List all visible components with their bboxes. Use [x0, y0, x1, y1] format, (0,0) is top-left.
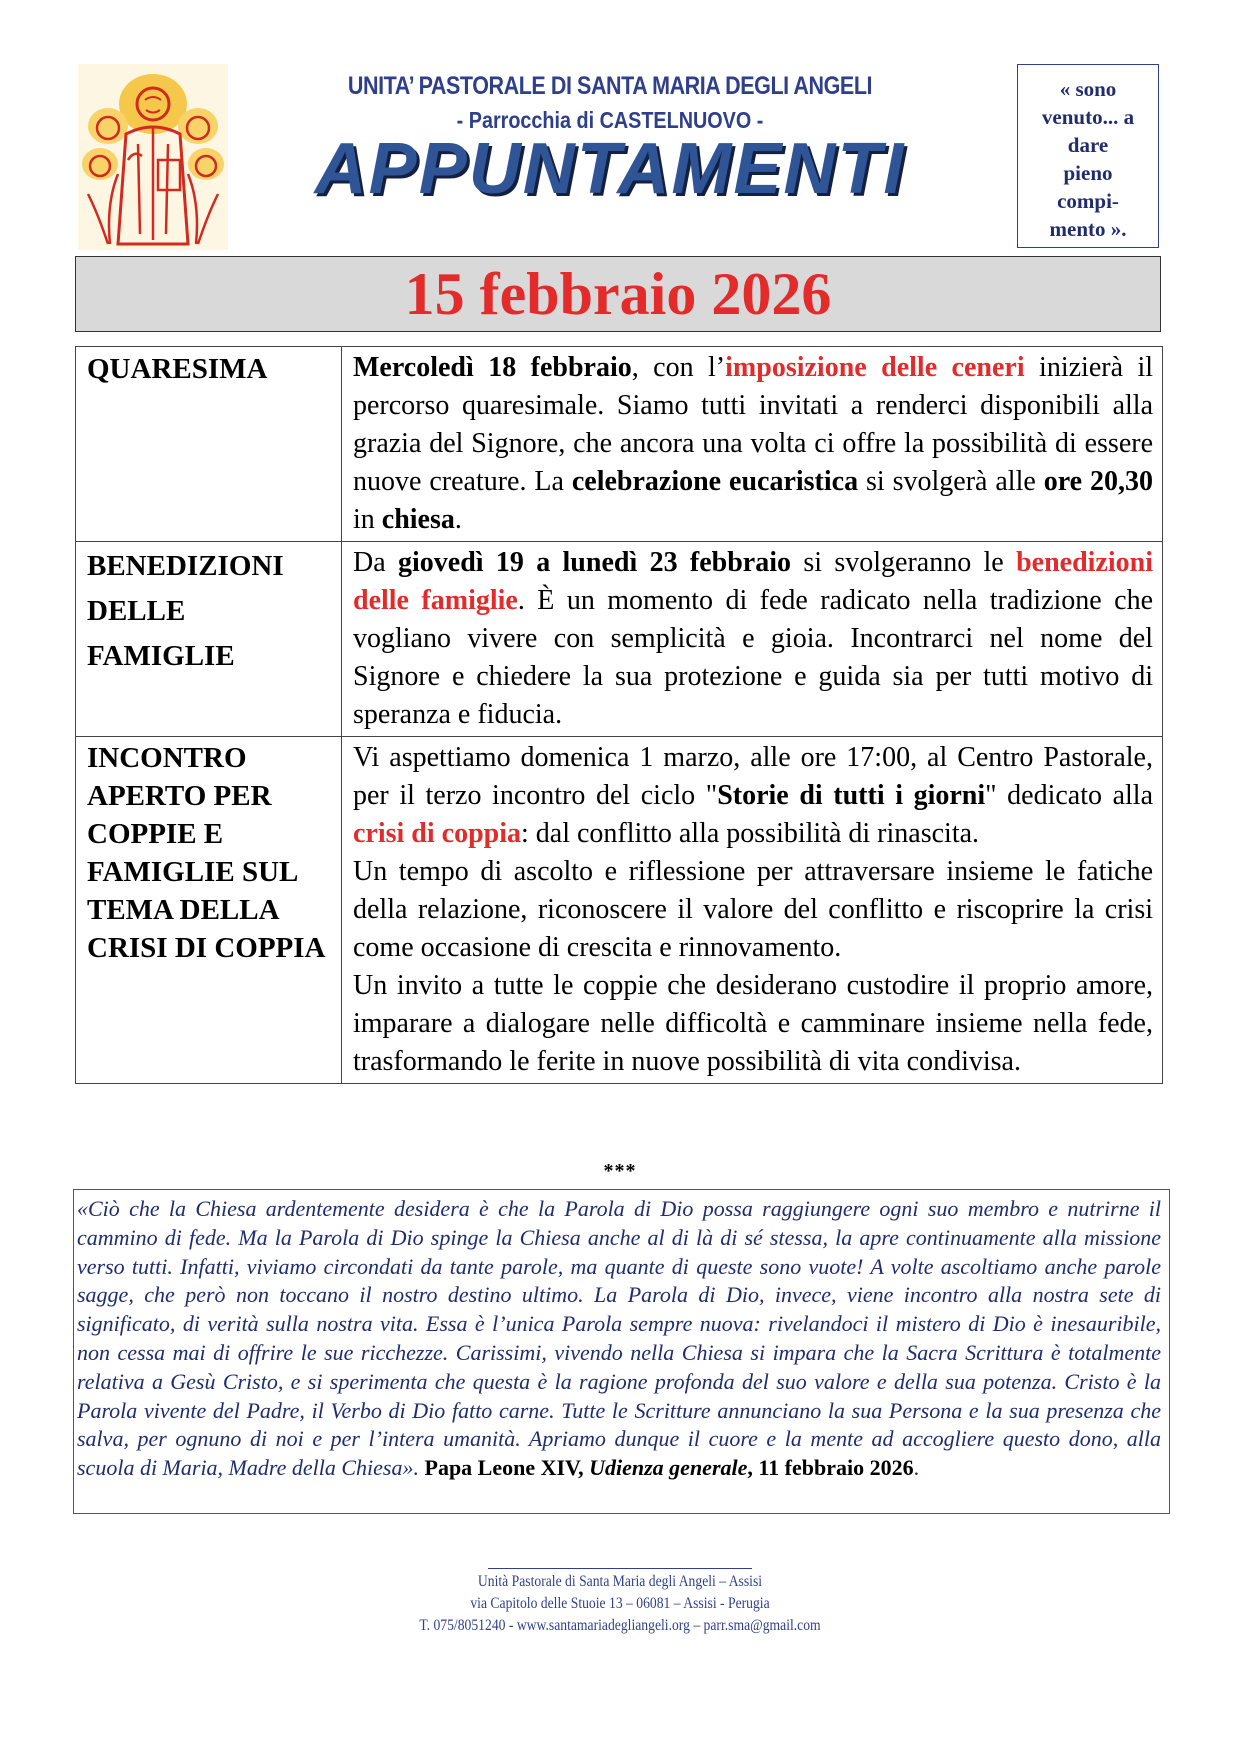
content-fragment: benedizioni delle famiglie	[353, 547, 1153, 616]
footer-line-2: via Capitolo delle Stuoie 13 – 06081 – Assisi - Perugia	[470, 1595, 770, 1612]
christ-with-disciples-icon	[78, 64, 228, 250]
content-fragment: Vi aspettiamo domenica 1 marzo, alle ore 17:00, al Centro Pastorale, per il terzo incontro del ciclo "	[353, 742, 1153, 811]
content-fragment: imposizione delle ceneri	[725, 352, 1025, 383]
content-fragment: .	[454, 504, 462, 535]
content-fragment: ore 20,30	[1043, 466, 1153, 497]
row-content	[342, 542, 1163, 737]
content-fragment: . È un momento di fede radicato nella tradizione che vogliano vivere con semplicità e gioia. Incontrarci nel nome del Signore e chiedere la sua protezione e guida sia per tutti motivo di speranza e fiducia.	[353, 585, 1153, 730]
table-row	[76, 542, 1163, 737]
footer	[370, 1568, 870, 1637]
page-title: APPUNTAMENTI	[314, 129, 906, 209]
events-table	[75, 346, 1163, 1084]
content-fragment: " dedicato alla	[985, 780, 1153, 811]
content-fragment: Da	[353, 547, 398, 578]
header	[250, 72, 970, 210]
quote-attribution	[425, 1455, 914, 1480]
quote-author: Papa Leone XIV,	[424, 1455, 584, 1481]
separator: ***	[603, 1160, 637, 1182]
quote-end: .	[913, 1455, 920, 1481]
content-fragment: in	[353, 504, 382, 535]
quote-text: «Ciò che la Chiesa ardentemente desidera è che la Parola di Dio possa raggiungere ogni suo membro e nutrirne il cammino di fede. Ma la Parola di Dio spinge la Chiesa anche al di là di sé stessa, la apre continuamente alla missione verso tutti. Infatti, viviamo circondati da tante parole, ma quante di queste sono vuote! A volte ascoltiamo anche parole sagge, che però non toccano il nostro destino ultimo. La Parola di Dio, invece, viene incontro alla nostra sete di significato, di verità sulla nostra vita. Essa è l’unica Parola sempre nuova: rivelandoci il mistero di Dio è inesauribile, non cessa mai di offrire le sue ricchezze. Carissimi, vivendo nella Chiesa si impara che la Sacra Scrittura è totalmente relativa a Gesù Cristo, e si sperimenta che questa è la ragione profonda del suo valore e della sua potenza. Cristo è la Parola vivente del Padre, il Verbo di Dio fatto carne. Tutte le Scritture annunciano la sua Persona e la sua presenza che salva, per ognuno di noi e per l’intera umanità. Apriamo dunque il cuore e la mente ad accogliere questo dono, alla scuola di Maria, Madre della Chiesa».	[77, 1196, 1161, 1481]
row-label: INCONTRO APERTO PER COPPIE E FAMIGLIE SUL TEMA DELLA CRISI DI COPPIA	[76, 737, 342, 1084]
content-fragment: chiesa	[381, 504, 455, 535]
content-fragment: celebrazione eucaristica	[571, 466, 859, 497]
scripture-quote-box	[1017, 64, 1159, 248]
row-label: BENEDIZIONI DELLE FAMIGLIE	[76, 542, 342, 737]
header-subtitle: - Parrocchia di CASTELNUOVO -	[456, 107, 764, 133]
content-fragment: si svolgerà alle	[858, 466, 1044, 497]
content-fragment: Mercoledì 18 febbraio	[353, 352, 632, 383]
row-content	[342, 347, 1163, 542]
content-fragment: inizierà il percorso quaresimale. Siamo tutti invitati a renderci disponibili alla grazia del Signore, che ancora una volta ci offre la possibilità di essere nuove creature. La	[353, 352, 1153, 497]
footer-rule	[488, 1568, 752, 1569]
content-fragment: Storie di tutti i giorni	[717, 780, 986, 811]
content-fragment: Un invito a tutte le coppie che desiderano custodire il proprio amore, imparare a dialogare nelle difficoltà e camminare insieme nella fede, trasformando le ferite in nuove possibilità di vita condivisa.	[353, 970, 1153, 1077]
quote-date: , 11 febbraio 2026	[747, 1455, 914, 1481]
content-fragment: si svolgeranno le	[791, 547, 1017, 578]
date-text: 15 febbraio 2026	[404, 261, 832, 327]
content-fragment: : dal conflitto alla possibilità di rinascita.	[521, 818, 980, 849]
footer-line-3: T. 075/8051240 - www.santamariadegliangeli.org – parr.sma@gmail.com	[419, 1617, 821, 1634]
header-title: UNITA’ PASTORALE DI SANTA MARIA DEGLI ANGELI	[347, 72, 873, 100]
pope-quote	[73, 1189, 1170, 1514]
content-fragment: crisi di coppia	[353, 818, 522, 849]
content-fragment: , con l’	[631, 352, 726, 383]
footer-line-1: Unità Pastorale di Santa Maria degli Angeli – Assisi	[477, 1573, 763, 1590]
table-row	[76, 737, 1163, 1084]
scripture-quote-text: « sono venuto... a dare pieno compi- mento ».	[1041, 77, 1135, 241]
quote-work: Udienza generale	[589, 1455, 748, 1481]
date-banner	[75, 256, 1161, 332]
row-label: QUARESIMA	[76, 347, 342, 542]
content-fragment: Un tempo di ascolto e riflessione per attraversare insieme le fatiche della relazione, riconoscere il valore del conflitto e riscoprire la crisi come occasione di crescita e rinnovamento.	[353, 856, 1153, 963]
content-fragment: giovedì 19 a lunedì 23 febbraio	[397, 547, 791, 578]
row-content	[342, 737, 1163, 1084]
table-row	[76, 347, 1163, 542]
